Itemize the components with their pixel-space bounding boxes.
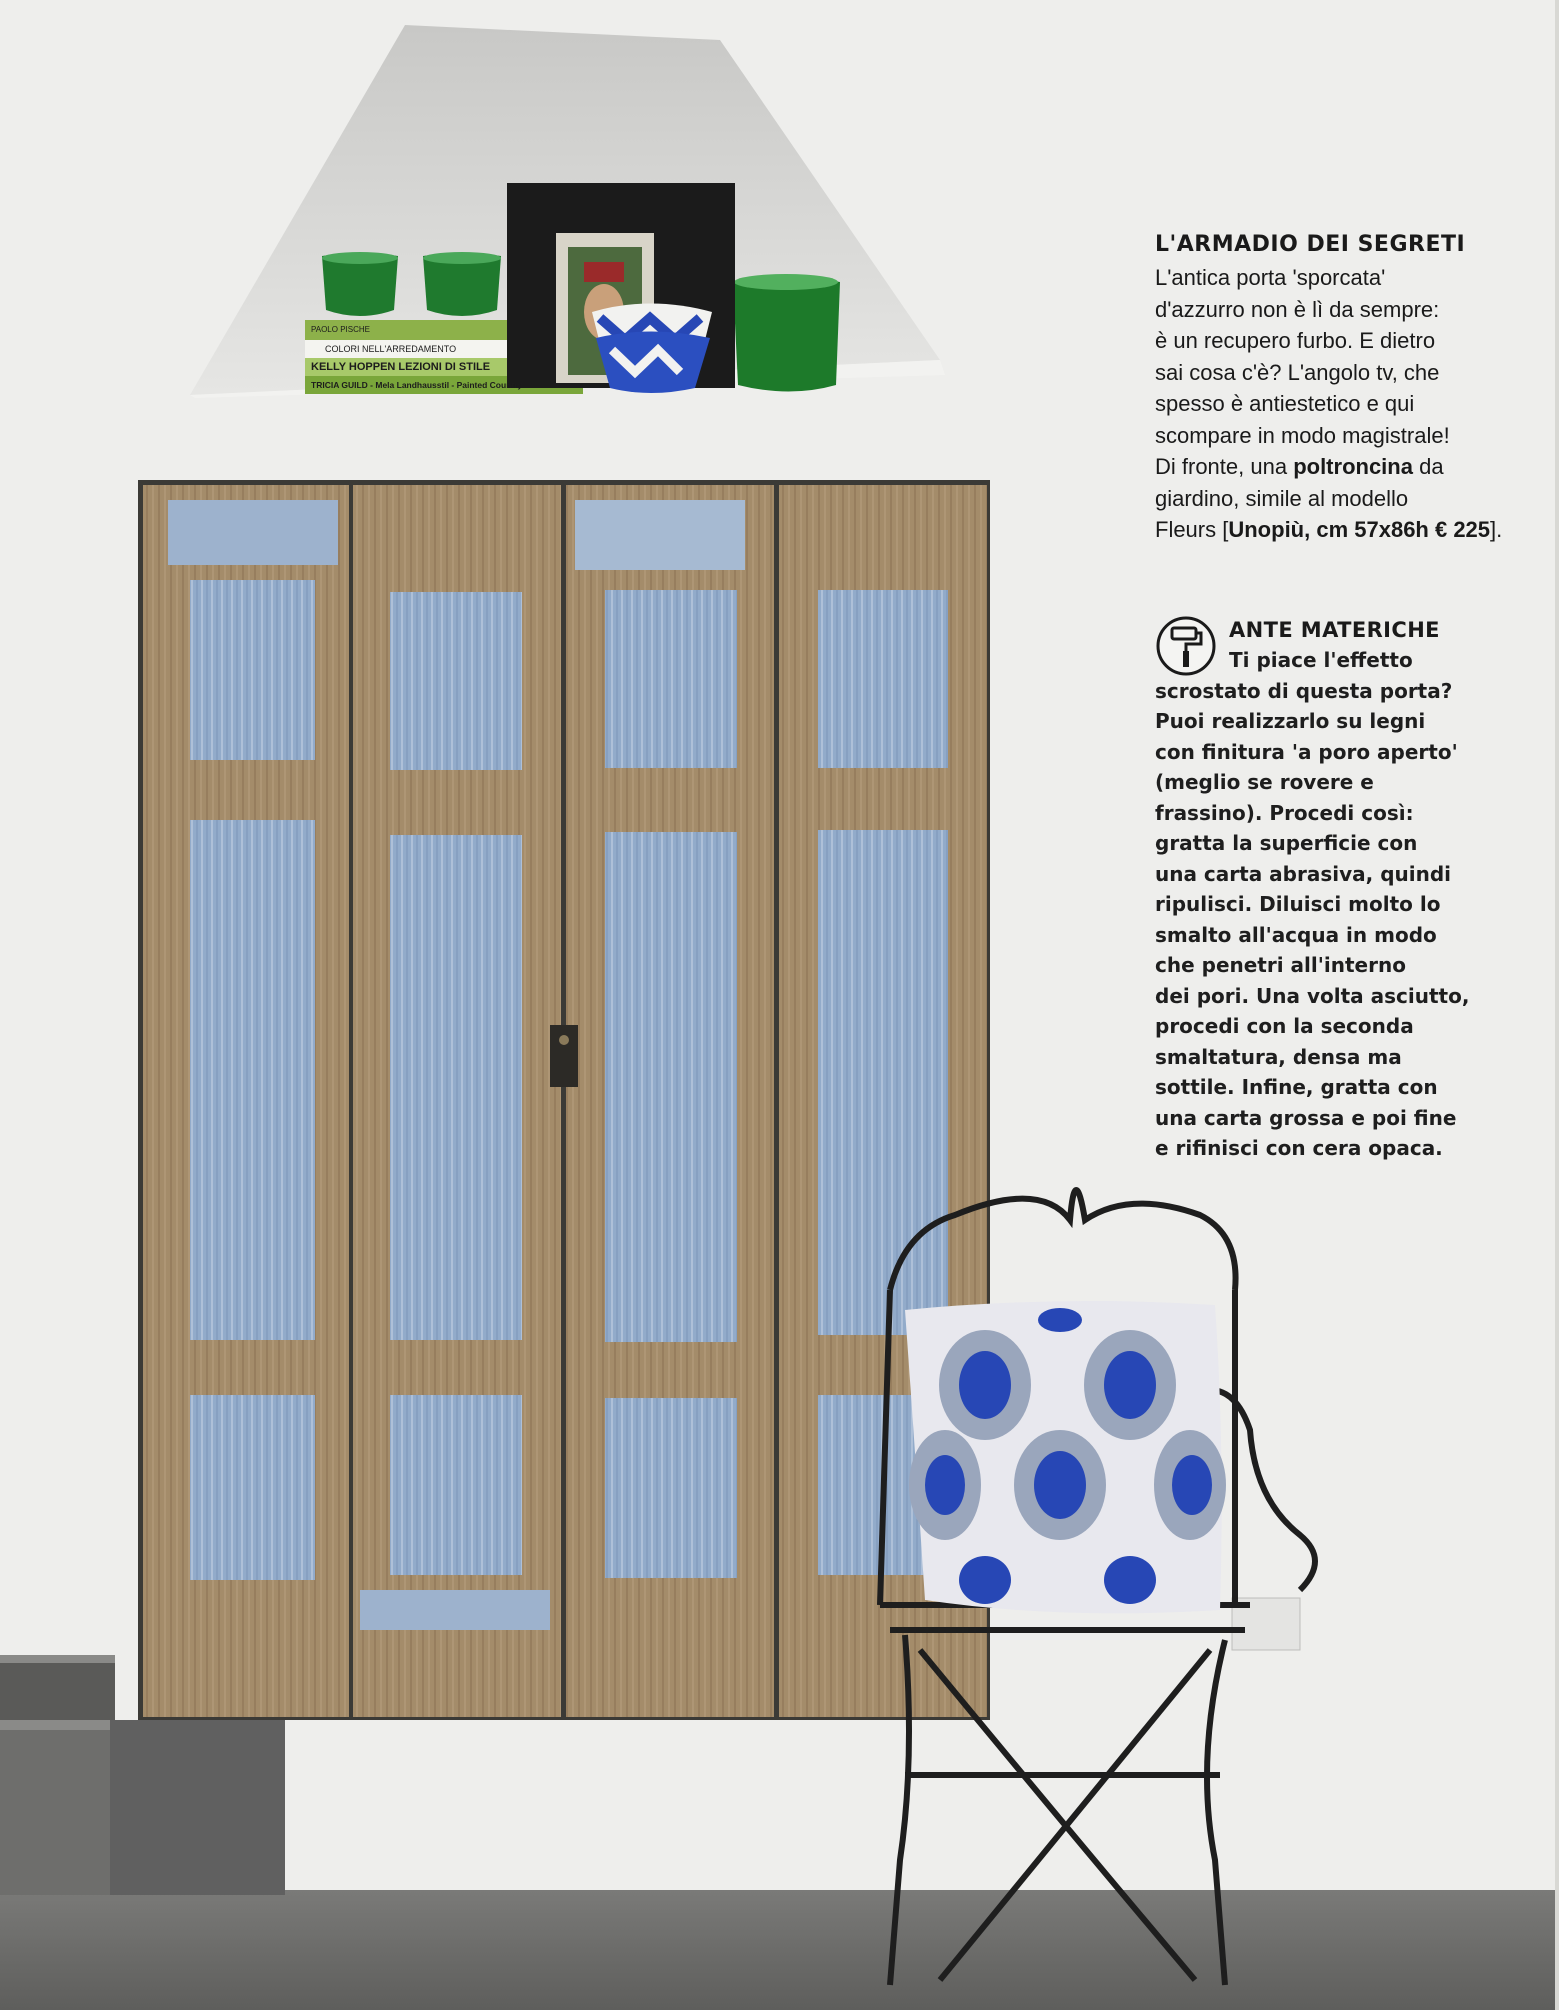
floor bbox=[0, 1890, 1559, 2010]
caption-body bbox=[1155, 262, 1545, 546]
ikat-bowls bbox=[592, 304, 712, 394]
caption-line: spesso è antiestetico e qui bbox=[1155, 391, 1415, 416]
paint-roller-icon bbox=[1155, 615, 1217, 677]
tip-line: che penetri all'interno bbox=[1155, 953, 1406, 977]
product-info: Unopiù, cm 57x86h € 225 bbox=[1228, 517, 1491, 542]
caption-text: ]. bbox=[1490, 517, 1503, 542]
tip-ante-materiche bbox=[1155, 615, 1550, 1164]
caption-line bbox=[1155, 451, 1545, 483]
shutter-doors bbox=[143, 485, 987, 1717]
tip-line: dei pori. Una volta asciutto, bbox=[1155, 983, 1470, 1008]
tip-line: smaltatura, densa ma bbox=[1155, 1044, 1402, 1069]
caption-text: Fleurs [ bbox=[1155, 517, 1229, 542]
tip-line: sottile. Infine, gratta con bbox=[1155, 1075, 1438, 1099]
caption-line: d'azzurro non è lì da sempre: bbox=[1155, 296, 1440, 322]
caption-line: sai cosa c'è? L'angolo tv, che bbox=[1155, 359, 1440, 385]
tip-heading: ANTE MATERICHE bbox=[1229, 618, 1440, 642]
book-spine-1: PAOLO PISCHE bbox=[311, 325, 370, 334]
tip-line: Ti piace l'effetto bbox=[1229, 648, 1413, 672]
tip-line: Puoi realizzarlo su legni bbox=[1155, 709, 1426, 733]
product-name: poltroncina bbox=[1293, 454, 1413, 479]
caption-heading: L'ARMADIO DEI SEGRETI bbox=[1155, 232, 1466, 257]
caption-line: è un recupero furbo. E dietro bbox=[1155, 328, 1436, 353]
caption-text: Di fronte, una bbox=[1155, 454, 1294, 479]
tip-head-row bbox=[1155, 615, 1550, 645]
tip-line: e rifinisci con cera opaca. bbox=[1155, 1136, 1443, 1160]
caption-line bbox=[1155, 514, 1545, 546]
book-spine-4: TRICIA GUILD - Mela Landhausstil - Painted Country bbox=[311, 380, 523, 390]
tip-line: una carta grossa e poi fine bbox=[1155, 1105, 1457, 1130]
tip-line: scrostato di questa porta? bbox=[1155, 678, 1453, 703]
tip-line: ripulisci. Diluisci molto lo bbox=[1155, 892, 1441, 916]
caption-line: scompare in modo magistrale! bbox=[1155, 422, 1450, 448]
tip-line: frassino). Procedi così: bbox=[1155, 800, 1414, 825]
book-spine-3: KELLY HOPPEN LEZIONI DI STILE bbox=[311, 361, 491, 373]
caption-line: L'antica porta 'sporcata' bbox=[1155, 265, 1386, 290]
tip-line: (meglio se rovere e bbox=[1155, 770, 1374, 794]
page-edge bbox=[1555, 0, 1559, 2010]
tip-line: smalto all'acqua in modo bbox=[1155, 922, 1437, 947]
tip-body bbox=[1155, 645, 1550, 1164]
caption-armadio bbox=[1155, 230, 1545, 546]
tip-line: gratta la superficie con bbox=[1155, 831, 1418, 855]
caption-text: da bbox=[1412, 454, 1444, 479]
tip-line: con finitura 'a poro aperto' bbox=[1155, 739, 1458, 764]
book-spine-labels bbox=[305, 320, 585, 394]
ikat-cushion bbox=[905, 1301, 1226, 1613]
tip-line: procedi con la seconda bbox=[1155, 1014, 1414, 1038]
tip-line: una carta abrasiva, quindi bbox=[1155, 861, 1452, 886]
caption-line: giardino, simile al modello bbox=[1155, 485, 1409, 511]
book-spine-2: COLORI NELL'ARREDAMENTO bbox=[325, 344, 457, 354]
